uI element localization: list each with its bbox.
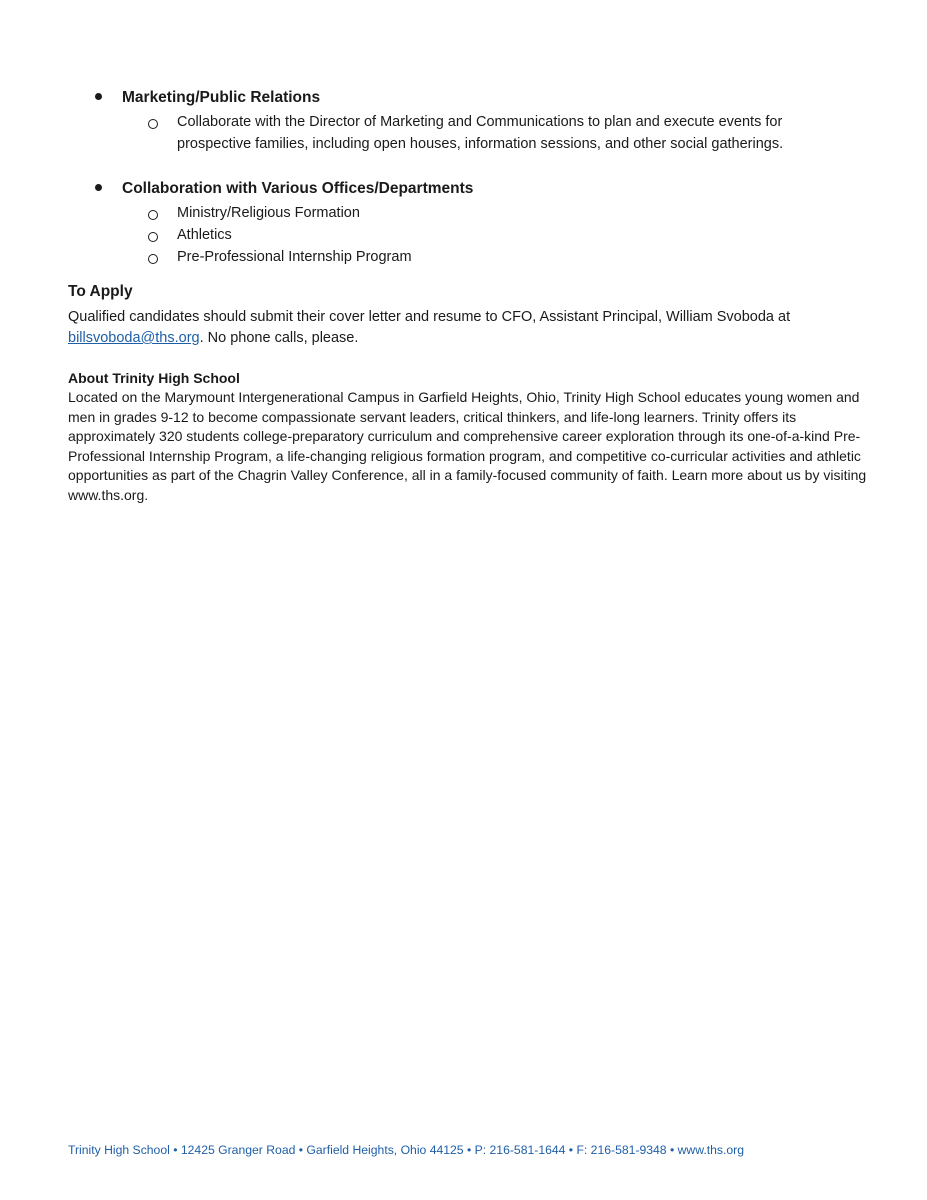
collaboration-item-text: Ministry/Religious Formation: [177, 205, 360, 221]
bullet-dot-icon: [95, 93, 102, 100]
collaboration-item-text: Pre-Professional Internship Program: [177, 249, 412, 265]
about-paragraph: Located on the Marymount Intergenerational Campus in Garfield Heights, Ohio, Trinity High School educates young women and men in grades 9-12 to become compassionate servant leaders, critical thinkers, and life-long learners. Trinity offers its approximately 320 students college-preparatory curriculum and comprehensive career exploration through its one-of-a-kind Pre-Professional Internship Program, a life-changing religious formation program, and competitive co-curricular activities and athletic opportunities as part of the Chagrin Valley Conference, all in a family-focused community of faith. Learn more about us by visiting www.ths.org.: [68, 389, 867, 503]
about-heading: About Trinity High School: [68, 370, 240, 386]
email-link[interactable]: billsvoboda@ths.org: [68, 330, 200, 346]
apply-text-after: . No phone calls, please.: [199, 330, 359, 346]
hollow-circle-icon: [148, 254, 158, 264]
apply-heading: To Apply: [68, 283, 133, 300]
marketing-heading: Marketing/Public Relations: [122, 89, 321, 106]
bullet-marketing: [95, 89, 320, 107]
collaboration-item: [148, 246, 837, 268]
bullet-dot-icon: [95, 184, 102, 191]
collaboration-heading: Collaboration with Various Offices/Departments: [122, 180, 474, 197]
bullet-collaboration: [95, 180, 473, 198]
collaboration-item: [148, 224, 837, 246]
collaboration-item: [148, 202, 837, 224]
collaboration-item-text: Athletics: [177, 227, 232, 243]
hollow-circle-icon: [148, 210, 158, 220]
footer-contact: Trinity High School • 12425 Granger Road • Garfield Heights, Ohio 44125 • P: 216-581-1644 • F: 216-581-9348 • www.ths.org: [68, 1143, 744, 1157]
marketing-item: [148, 111, 837, 155]
apply-paragraph: [68, 307, 868, 349]
marketing-item-text: Collaborate with the Director of Marketing and Communications to plan and execute events for prospective families, including open houses, information sessions, and other social gatherings.: [177, 114, 784, 152]
apply-text-before: Qualified candidates should submit their cover letter and resume to CFO, Assistant Principal, William Svoboda at: [68, 309, 791, 325]
hollow-circle-icon: [148, 119, 158, 129]
hollow-circle-icon: [148, 232, 158, 242]
